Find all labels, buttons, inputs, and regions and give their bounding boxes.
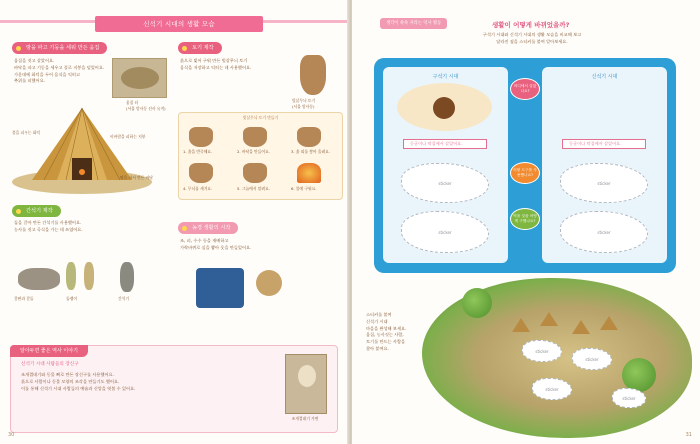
house-site-photo [112,58,167,98]
village-text-line: 스티커를 붙여 [366,312,392,317]
story-text-line: 조개껍데기와 동물 뼈로 만든 장신구를 사용했어요. [21,372,114,377]
person-illustration [433,97,455,119]
left-page [0,0,349,444]
neolithic-panel [542,67,667,263]
tools-text [14,220,164,234]
tool-caption: 갈판과 갈돌 [14,296,34,301]
step-label: 3. 흙 띠를 쌓아 올려요. [291,149,330,154]
story-text-line: 이를 통해 신석기 시대 사람들의 예술과 신앙을 엿볼 수 있어요. [21,385,136,391]
sticker-slot[interactable]: sticker [532,378,572,400]
sticker-slot[interactable]: sticker [401,163,489,203]
sticker-slot[interactable]: sticker [572,348,612,370]
pit-house-illustration [10,100,160,195]
step-illustration [243,163,267,183]
comparison-board [374,58,676,273]
stone-hoe [66,262,76,290]
hut-illustration [600,316,618,330]
tools-text-line: 돌을 갈아 만든 간석기를 사용했어요. [14,220,82,225]
farming-text-line: 조, 피, 수수 등을 재배하고 [180,238,229,243]
fire-illustration [297,163,321,183]
village-text-line: 찾아 붙여요. [366,345,389,351]
caption-line: (서울 암사동) [292,103,315,109]
step-label: 4. 무늬를 새겨요. [183,186,213,191]
step-label: 2. 바닥을 만들어요. [237,149,270,154]
house-pit-shape [121,67,159,89]
weaving-illustration [196,268,244,308]
story-text-line: 흙으로 사람이나 동물 모양의 조각을 만들기도 했어요. [21,378,120,384]
right-page [352,0,700,444]
step-label: 1. 흙을 반죽해요. [183,149,213,154]
tree-illustration [622,358,656,392]
farming-text [180,238,340,252]
sticker-slot[interactable]: sticker [522,340,562,362]
section-heading-house: 땅을 파고 기둥을 세워 만든 움집 [12,42,107,54]
page-number-left: 30 [8,432,15,438]
mask-caption: 조개껍데기 가면 [291,416,319,421]
activity-tag: 생각이 쑥쑥 자라는 역사 활동 [380,18,447,29]
caption-line: 움집 터 [126,100,139,105]
tool-caption: 간석기 [118,296,130,301]
answer-box[interactable]: 동굴이나 막집에서 살았어요. [403,139,487,149]
note-roof: 비바람을 피하는 지붕 [110,134,146,139]
hut-illustration [540,312,558,326]
house-text-line: 가운데에 화덕을 두어 음식을 익히고 [14,71,81,77]
step-illustration [189,127,213,147]
story-box-head: 알아두면 좋은 역사 이야기 [10,345,88,357]
panel-title-paleolithic: 구석기 시대 [432,74,459,80]
tool-caption: 돌괭이 [66,296,78,301]
intro-line: 구석기 시대와 신석기 시대의 생활 모습을 비교해 보고 [482,32,582,37]
house-text-line: 추위를 피했어요. [14,78,45,84]
story-text [21,372,271,392]
house-text-line: 움집을 짓고 살았어요. [14,58,55,63]
step-illustration [189,163,213,183]
step-label: 6. 불에 구워요. [291,186,317,191]
grinding-stone [18,268,60,290]
story-subhead: 신석기 시대 사람들의 장신구 [21,362,79,367]
hut-illustration [572,320,590,334]
pottery-text [180,58,290,72]
village-island [422,278,692,438]
pot-caption [292,98,342,109]
activity-intro [422,32,642,46]
farming-text-line: 가락바퀴로 실을 뽑아 옷을 만들었어요. [180,244,252,250]
page-title: 신석기 시대의 생활 모습 [95,16,263,32]
pottery-text-line: 음식을 저장하고 익히는 데 사용했어요. [180,64,252,70]
sticker-slot[interactable]: sticker [560,211,648,253]
house-text-line: 바닥을 파고 기둥을 세우고 풀로 지붕을 덮었어요. [14,64,105,70]
caption-line: (서울 암사동 선사 유적) [126,105,166,111]
village-text-line: 토기를 만드는 사람을 [366,339,406,345]
question-bubble: 어디에서 살았나요? [510,78,540,100]
comb-pattern-pot [300,55,326,95]
house-text [14,58,109,85]
paleolithic-panel [383,67,508,263]
village-text-line: 마을을 완성해 보세요. [366,325,407,331]
sticker-slot[interactable]: sticker [612,388,646,408]
tools-text-line: 농사를 짓고 곡식을 가는 데 쓰였어요. [14,226,83,232]
step-label: 5. 그늘에서 말려요. [237,186,270,191]
pottery-steps-box [178,112,343,200]
caption-line: 빗살무늬 토기 [292,98,316,103]
polished-stone-tool [120,262,134,292]
section-heading-tools: 간석기 제작 [12,205,61,217]
step-illustration [243,127,267,147]
question-bubble: 어떤 도구를 사용했나요? [510,162,540,184]
activity-question: 생활이 어떻게 바뀌었을까? [492,21,570,29]
tree-illustration [462,288,492,318]
shell-mask-photo [285,354,327,414]
village-text-line: 움집, 농사짓는 사람, [366,332,404,338]
stone-tool [84,262,94,290]
mask-shape [298,365,316,387]
village-instructions [366,312,424,353]
village-text-line: 신석기 시대 [366,318,388,324]
panel-title-neolithic: 신석기 시대 [591,74,618,80]
note-hearth: 불을 피우는 화덕 [12,130,41,135]
paleolithic-scene [397,83,492,131]
spindle-whorl [256,270,282,296]
section-heading-pottery: 토기 제작 [178,42,222,54]
section-heading-farming: 농경 생활의 시작 [178,222,238,234]
intro-line: 달라진 점을 스티커를 붙여 알아보세요. [496,38,568,44]
hut-illustration [512,318,530,332]
step-illustration [297,127,321,147]
note-floor: 땅을 파서 만든 바닥 [120,175,153,180]
sticker-slot[interactable]: sticker [401,211,489,253]
pottery-text-line: 흙으로 빚어 구워 만든 빗살무늬 토기 [180,58,248,63]
page-number-right: 31 [685,432,692,438]
question-bubble: 먹을 것을 어떻게 구했나요? [510,208,540,230]
steps-title: 빗살무늬 토기 만들기 [242,115,279,120]
sticker-slot[interactable]: sticker [560,163,648,203]
answer-box[interactable]: 동굴이나 막집에서 살았어요. [562,139,646,149]
history-story-box [10,345,338,433]
